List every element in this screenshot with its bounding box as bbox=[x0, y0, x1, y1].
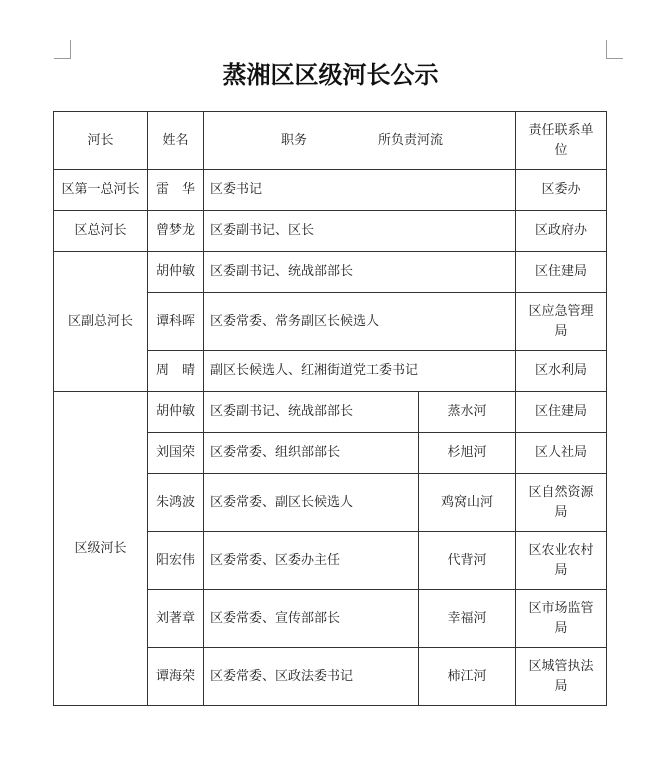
header-unit: 责任联系单位 bbox=[516, 112, 607, 170]
table-row bbox=[54, 392, 607, 433]
header-duty-river bbox=[204, 112, 516, 170]
duty-cell: 区委常委、组织部部长 bbox=[204, 433, 419, 474]
table-row bbox=[54, 252, 607, 293]
header-name: 姓名 bbox=[148, 112, 204, 170]
duty-cell: 区委书记 bbox=[204, 170, 516, 211]
header-river: 所负责河流 bbox=[378, 132, 444, 148]
unit-cell: 区市场监管局 bbox=[516, 590, 607, 648]
name-cell: 朱鸿波 bbox=[148, 474, 204, 532]
unit-cell: 区委办 bbox=[516, 170, 607, 211]
unit-cell: 区住建局 bbox=[516, 392, 607, 433]
name-cell: 雷 华 bbox=[148, 170, 204, 211]
table-row bbox=[54, 170, 607, 211]
name-cell: 胡仲敏 bbox=[148, 252, 204, 293]
name-cell: 刘著章 bbox=[148, 590, 204, 648]
page-title: 蒸湘区区级河长公示 bbox=[222, 60, 439, 89]
duty-cell: 区委常委、常务副区长候选人 bbox=[204, 293, 516, 351]
river-cell: 蒸水河 bbox=[419, 392, 516, 433]
crop-mark-top-right bbox=[606, 40, 623, 59]
group-deputy: 区副总河长 bbox=[54, 252, 148, 392]
duty-cell: 区委常委、区委办主任 bbox=[204, 532, 419, 590]
unit-cell: 区住建局 bbox=[516, 252, 607, 293]
river-cell: 幸福河 bbox=[419, 590, 516, 648]
name-cell: 谭科晖 bbox=[148, 293, 204, 351]
river-cell: 杉旭河 bbox=[419, 433, 516, 474]
duty-cell: 区委常委、宣传部部长 bbox=[204, 590, 419, 648]
table-row bbox=[54, 211, 607, 252]
table-header-row bbox=[54, 112, 607, 170]
unit-cell: 区水利局 bbox=[516, 351, 607, 392]
header-duty: 职务 bbox=[280, 132, 307, 148]
unit-cell: 区城管执法局 bbox=[516, 648, 607, 706]
group-district: 区级河长 bbox=[54, 392, 148, 706]
duty-cell: 副区长候选人、红湘街道党工委书记 bbox=[204, 351, 516, 392]
header-role: 河长 bbox=[54, 112, 148, 170]
group-chief: 区总河长 bbox=[54, 211, 148, 252]
name-cell: 曾梦龙 bbox=[148, 211, 204, 252]
unit-cell: 区人社局 bbox=[516, 433, 607, 474]
river-chief-table bbox=[53, 111, 607, 706]
duty-cell: 区委副书记、统战部部长 bbox=[204, 392, 419, 433]
river-cell: 鸡窝山河 bbox=[419, 474, 516, 532]
name-cell: 周 晴 bbox=[148, 351, 204, 392]
duty-cell: 区委常委、区政法委书记 bbox=[204, 648, 419, 706]
unit-cell: 区农业农村局 bbox=[516, 532, 607, 590]
name-cell: 刘国荣 bbox=[148, 433, 204, 474]
duty-cell: 区委副书记、统战部部长 bbox=[204, 252, 516, 293]
name-cell: 谭海荣 bbox=[148, 648, 204, 706]
group-first-chief: 区第一总河长 bbox=[54, 170, 148, 211]
duty-cell: 区委常委、副区长候选人 bbox=[204, 474, 419, 532]
river-cell: 代背河 bbox=[419, 532, 516, 590]
name-cell: 阳宏伟 bbox=[148, 532, 204, 590]
unit-cell: 区政府办 bbox=[516, 211, 607, 252]
unit-cell: 区自然资源局 bbox=[516, 474, 607, 532]
duty-cell: 区委副书记、区长 bbox=[204, 211, 516, 252]
crop-mark-top-left bbox=[54, 40, 71, 59]
name-cell: 胡仲敏 bbox=[148, 392, 204, 433]
unit-cell: 区应急管理局 bbox=[516, 293, 607, 351]
river-cell: 柿江河 bbox=[419, 648, 516, 706]
